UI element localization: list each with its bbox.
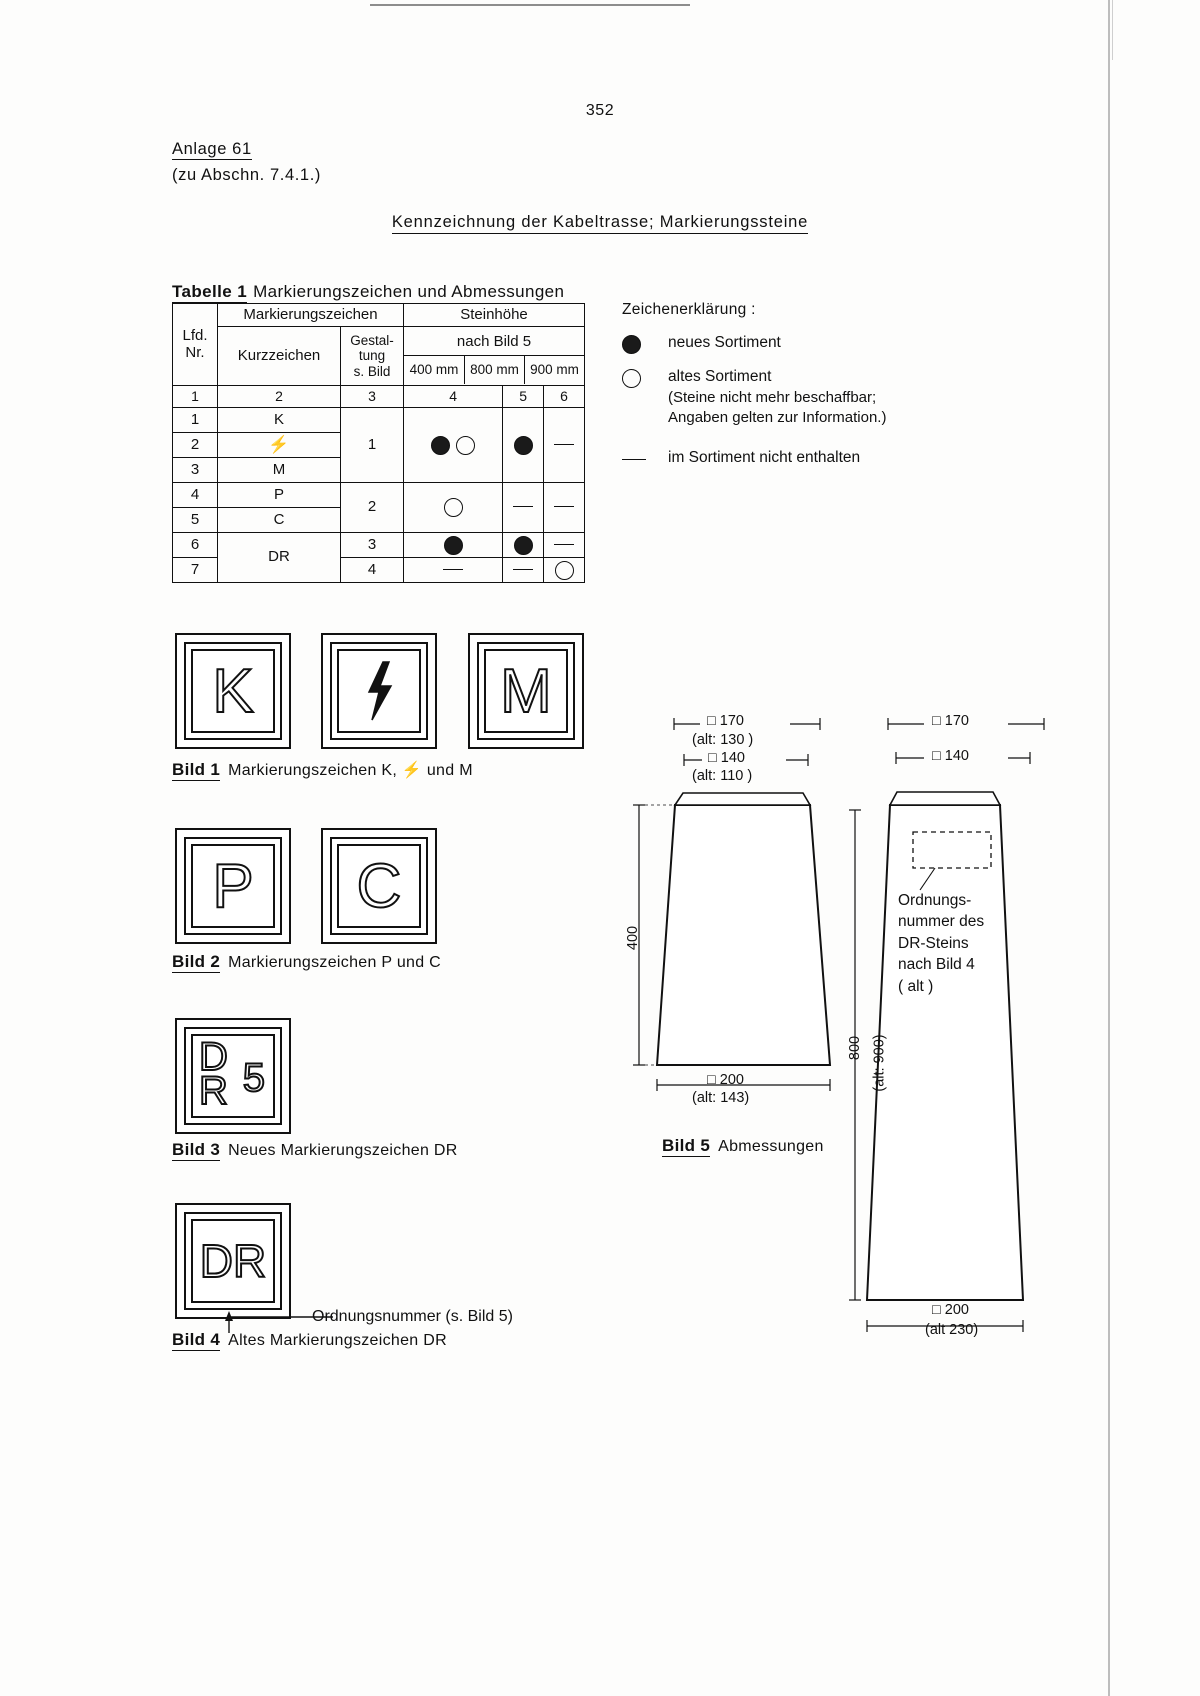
header-steinhoehe xyxy=(404,304,585,327)
row-height-900 xyxy=(544,408,585,483)
marker-tile-dr-new xyxy=(175,1018,291,1134)
stone-800-height-alt: (alt: 900) xyxy=(871,1034,888,1092)
bild-1-label xyxy=(172,760,473,780)
legend-item-label: im Sortiment nicht enthalten xyxy=(668,449,861,467)
row-gestaltung: 4 xyxy=(341,558,404,583)
stone-800-drawing xyxy=(845,770,1145,1390)
bild-3-label xyxy=(172,1140,458,1160)
row-kurzzeichen: K xyxy=(218,408,341,433)
page-title xyxy=(0,213,1200,232)
dash-icon xyxy=(622,448,668,471)
table-row xyxy=(173,483,585,508)
page-number: 352 xyxy=(585,102,615,119)
stone-800-recess-note xyxy=(898,890,984,997)
filled-circle-icon xyxy=(514,436,533,455)
row-nr: 1 xyxy=(173,408,218,433)
header-lfd-nr xyxy=(173,304,218,386)
recess-note-line5: ( alt ) xyxy=(898,977,934,995)
table-row xyxy=(173,533,585,558)
tile-glyph: DR xyxy=(199,1235,267,1287)
bild-5-label xyxy=(662,1136,824,1156)
tile-glyph-dr-stack xyxy=(199,1035,228,1114)
tile-glyph: C xyxy=(356,851,402,921)
header-lfd-line1: Lfd. xyxy=(182,326,208,344)
header-gestaltung xyxy=(341,327,404,386)
header-col-800: 800 mm xyxy=(465,356,525,384)
bild-4-label xyxy=(172,1330,447,1350)
legend-item-label: altes Sortiment xyxy=(668,367,772,385)
legend-title: Zeichenerklärung : xyxy=(622,301,756,318)
row-height-800 xyxy=(503,408,544,483)
colnum-3: 3 xyxy=(341,386,404,408)
row-kurzzeichen: DR xyxy=(218,533,341,583)
bild-4-caption: Altes Markierungszeichen DR xyxy=(228,1332,447,1349)
dash-icon xyxy=(554,506,574,508)
table-row xyxy=(173,408,585,433)
colnum-6: 6 xyxy=(544,386,585,408)
colnum-5: 5 xyxy=(503,386,544,408)
stone-400-top-depth-alt: (alt: 110 ) xyxy=(692,768,753,784)
stone-800-top-dimension-lines xyxy=(880,712,1100,782)
row-height-400 xyxy=(404,533,503,558)
row-height-800 xyxy=(503,558,544,583)
recess-note-line1: Ordnungs- xyxy=(898,892,972,909)
row-height-900 xyxy=(544,533,585,558)
stone-400-top-width: □ 170 xyxy=(707,713,744,729)
row-height-900 xyxy=(544,483,585,533)
legend-item xyxy=(622,367,886,428)
row-height-800 xyxy=(503,533,544,558)
table-caption xyxy=(172,282,564,302)
stone-400-top-width-alt: (alt: 130 ) xyxy=(692,732,754,748)
bild-5-caption: Abmessungen xyxy=(718,1138,824,1155)
colnum-2: 2 xyxy=(218,386,341,408)
header-kurzzeichen: Kurzzeichen xyxy=(218,327,341,386)
header-col-400: 400 mm xyxy=(404,356,465,384)
legend-item-label: neues Sortiment xyxy=(668,333,781,351)
bild-3-caption: Neues Markierungszeichen DR xyxy=(228,1142,458,1159)
bild-2-caption: Markierungszeichen P und C xyxy=(228,954,442,971)
table-header-row-1 xyxy=(173,304,585,327)
markierungszeichen-table xyxy=(172,303,585,583)
header-steinhoehe-sub xyxy=(404,327,585,386)
header-steinhoehe-line1: Steinhöhe xyxy=(460,305,528,323)
tile-glyph-number: 5 xyxy=(242,1056,265,1100)
stone-800-base-width-alt: (alt 230) xyxy=(925,1322,979,1338)
open-circle-icon xyxy=(622,367,668,390)
tile-glyph-r: R xyxy=(199,1069,228,1114)
marker-tile-c xyxy=(321,828,437,944)
row-kurzzeichen: M xyxy=(218,458,341,483)
filled-circle-icon xyxy=(444,536,463,555)
recess-note-line2: nummer des xyxy=(898,913,985,931)
header-gestaltung-line3: s. Bild xyxy=(353,363,391,379)
stone-400-base-width-alt: (alt: 143) xyxy=(692,1090,750,1106)
table-caption-label: Tabelle 1 xyxy=(172,282,248,301)
stone-800-top-depth: □ 140 xyxy=(932,748,969,764)
scan-edge-mark-right-2 xyxy=(1112,0,1113,60)
row-nr: 2 xyxy=(173,433,218,458)
table-header-row-2 xyxy=(173,327,585,386)
row-gestaltung: 2 xyxy=(341,483,404,533)
stone-800-base-width: □ 200 xyxy=(932,1302,969,1318)
tile-glyph-d: D xyxy=(199,1035,228,1079)
dash-glyph xyxy=(622,459,646,461)
row-nr: 7 xyxy=(173,558,218,583)
filled-circle-icon xyxy=(431,436,450,455)
row-gestaltung: 1 xyxy=(341,408,404,483)
marker-tile-lightning xyxy=(321,633,437,749)
header-height-cols xyxy=(404,356,584,384)
marker-tile-dr-old xyxy=(175,1203,291,1319)
marker-tile-m xyxy=(468,633,584,749)
bild-2-label xyxy=(172,952,441,972)
anlage-heading-text: Anlage 61 xyxy=(172,140,252,158)
tile-glyph: M xyxy=(500,656,552,726)
stone-400-height-label: 400 xyxy=(625,925,642,951)
stone-800-height-label: 800 xyxy=(847,1035,864,1061)
page-title-text: Kennzeichnung der Kabeltrasse; Markierungssteine xyxy=(392,213,808,234)
dash-icon xyxy=(554,544,574,546)
row-nr: 4 xyxy=(173,483,218,508)
tile-glyph: P xyxy=(212,851,254,921)
dash-icon xyxy=(513,569,533,571)
header-markierungszeichen: Markierungszeichen xyxy=(218,304,404,327)
row-nr: 5 xyxy=(173,508,218,533)
stone-400-top-depth: □ 140 xyxy=(708,750,745,766)
row-height-800 xyxy=(503,483,544,533)
row-kurzzeichen: ⚡ xyxy=(218,433,341,458)
legend-item xyxy=(622,448,886,471)
table-column-number-row xyxy=(173,386,585,408)
tile-glyph: K xyxy=(212,656,254,726)
legend-item-sub-line1: (Steine nicht mehr beschaffbar; xyxy=(668,388,877,406)
recess-note-line4: nach Bild 4 xyxy=(898,956,975,974)
open-circle-icon xyxy=(456,436,475,455)
bild-2-label-text: Bild 2 xyxy=(172,952,221,971)
legend-item-sub-line2: Angaben gelten zur Information.) xyxy=(668,409,887,427)
open-circle-icon xyxy=(555,561,574,580)
row-gestaltung: 3 xyxy=(341,533,404,558)
row-kurzzeichen: P xyxy=(218,483,341,508)
legend xyxy=(622,300,886,482)
scan-edge-mark-top xyxy=(370,4,690,6)
bild-5-label-text: Bild 5 xyxy=(662,1136,711,1155)
filled-circle-icon xyxy=(622,333,668,356)
open-circle-glyph xyxy=(622,369,641,388)
header-steinhoehe-line2: nach Bild 5 xyxy=(404,329,584,356)
marker-tile-k xyxy=(175,633,291,749)
stone-800-top-width: □ 170 xyxy=(932,713,969,729)
header-col-900: 900 mm xyxy=(530,361,579,377)
anlage-reference: (zu Abschn. 7.4.1.) xyxy=(172,166,321,184)
colnum-4: 4 xyxy=(404,386,503,408)
colnum-1: 1 xyxy=(173,386,218,408)
row-height-400 xyxy=(404,558,503,583)
dash-icon xyxy=(513,506,533,508)
legend-item xyxy=(622,333,886,356)
bild-3-label-text: Bild 3 xyxy=(172,1140,221,1159)
row-kurzzeichen: C xyxy=(218,508,341,533)
header-gestaltung-line1: Gestal- xyxy=(350,333,394,349)
marker-tile-p xyxy=(175,828,291,944)
header-gestaltung-line2: tung xyxy=(358,348,386,364)
filled-circle-glyph xyxy=(622,335,641,354)
row-nr: 6 xyxy=(173,533,218,558)
stone-400-top-dimension-lines xyxy=(660,712,830,782)
bild-4-label-text: Bild 4 xyxy=(172,1330,221,1349)
recess-note-line3: DR-Steins xyxy=(898,934,969,952)
dash-icon xyxy=(554,444,574,446)
bild-1-caption: Markierungszeichen K, ⚡ und M xyxy=(228,762,473,779)
dash-icon xyxy=(443,569,463,571)
ordnungsnummer-note: Ordnungsnummer (s. Bild 5) xyxy=(312,1308,513,1325)
bild-1-label-text: Bild 1 xyxy=(172,760,221,779)
anlage-heading xyxy=(172,140,252,159)
table-caption-text: Markierungszeichen und Abmessungen xyxy=(253,282,565,301)
header-lfd-line2: Nr. xyxy=(185,343,205,361)
stone-400-base-width: □ 200 xyxy=(707,1072,744,1088)
row-height-900 xyxy=(544,558,585,583)
filled-circle-icon xyxy=(514,536,533,555)
open-circle-icon xyxy=(444,498,463,517)
row-height-400 xyxy=(404,408,503,483)
legend-item-block xyxy=(668,367,886,428)
row-height-400 xyxy=(404,483,503,533)
row-nr: 3 xyxy=(173,458,218,483)
